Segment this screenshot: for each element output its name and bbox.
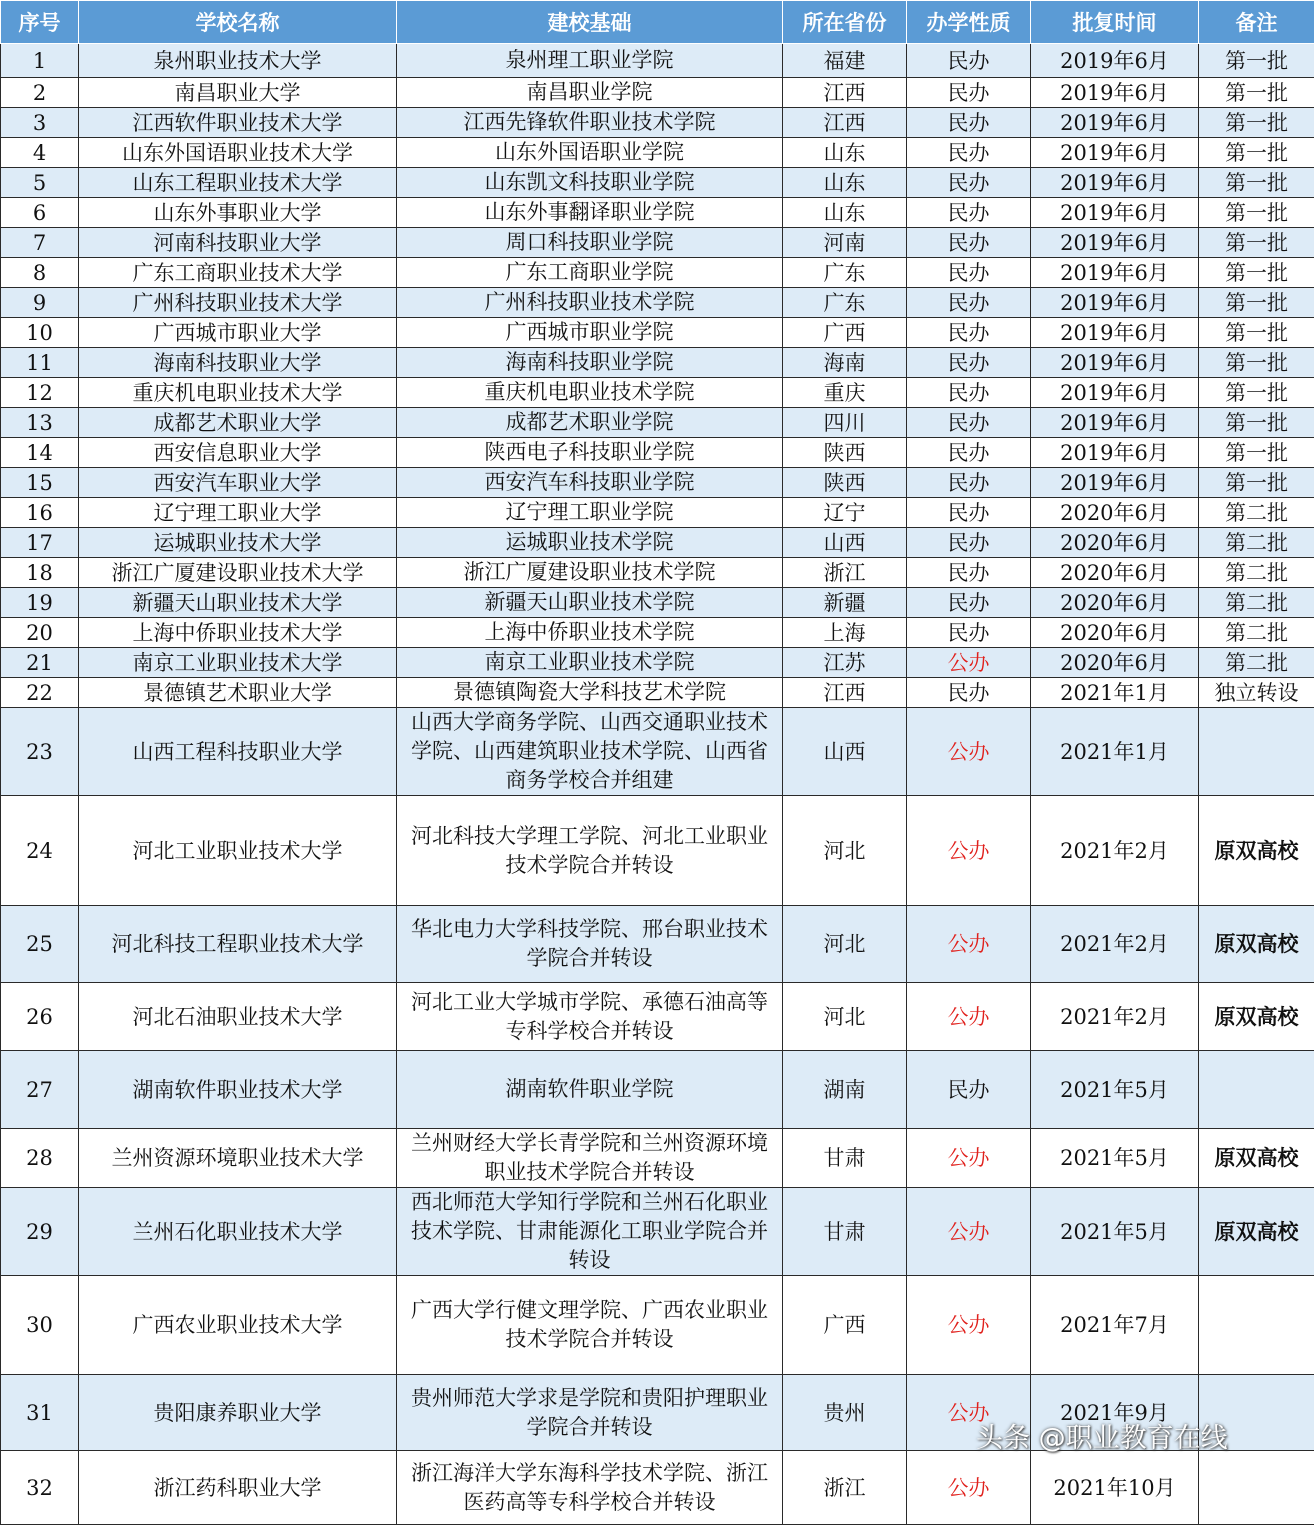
table-row (1, 528, 1314, 558)
cell-province: 四川 (783, 408, 907, 438)
table-row (1, 983, 1314, 1051)
table-row (1, 678, 1314, 708)
cell-no: 10 (1, 318, 79, 348)
cell-province: 甘肃 (783, 1129, 907, 1188)
watermark: 头条 @职业教育在线 (976, 1416, 1228, 1455)
cell-province: 江西 (783, 108, 907, 138)
cell-date: 2019年6月 (1031, 318, 1199, 348)
cell-no: 4 (1, 138, 79, 168)
cell-note: 原双高校 (1199, 983, 1314, 1051)
cell-province: 广西 (783, 318, 907, 348)
cell-date: 2020年6月 (1031, 618, 1199, 648)
table-row (1, 1451, 1314, 1525)
cell-nature: 公办 (907, 1188, 1031, 1276)
table-row (1, 198, 1314, 228)
cell-name: 山东外事职业大学 (79, 198, 397, 228)
cell-date: 2020年6月 (1031, 528, 1199, 558)
cell-province: 河北 (783, 983, 907, 1051)
header-note: 备注 (1199, 1, 1314, 44)
cell-province: 辽宁 (783, 498, 907, 528)
cell-date: 2019年6月 (1031, 468, 1199, 498)
table-row (1, 408, 1314, 438)
table-row (1, 498, 1314, 528)
cell-note: 第二批 (1199, 648, 1314, 678)
cell-base: 河北工业大学城市学院、承德石油高等专科学校合并转设 (397, 983, 783, 1051)
cell-province: 陕西 (783, 468, 907, 498)
cell-name: 重庆机电职业技术大学 (79, 378, 397, 408)
cell-date: 2021年9月 (1031, 1375, 1199, 1451)
cell-date: 2021年5月 (1031, 1188, 1199, 1276)
table-row (1, 1276, 1314, 1375)
table-row (1, 378, 1314, 408)
cell-date: 2019年6月 (1031, 258, 1199, 288)
cell-name: 山东工程职业技术大学 (79, 168, 397, 198)
cell-date: 2020年6月 (1031, 588, 1199, 618)
cell-nature: 公办 (907, 648, 1031, 678)
header-province: 所在省份 (783, 1, 907, 44)
cell-province: 上海 (783, 618, 907, 648)
cell-nature: 公办 (907, 983, 1031, 1051)
cell-date: 2020年6月 (1031, 558, 1199, 588)
cell-name: 南昌职业大学 (79, 78, 397, 108)
cell-nature: 公办 (907, 1129, 1031, 1188)
cell-name: 山东外国语职业技术大学 (79, 138, 397, 168)
cell-nature: 公办 (907, 1451, 1031, 1525)
cell-name: 广州科技职业技术大学 (79, 288, 397, 318)
cell-date: 2019年6月 (1031, 228, 1199, 258)
cell-name: 上海中侨职业技术大学 (79, 618, 397, 648)
cell-note: 第一批 (1199, 438, 1314, 468)
cell-note: 第二批 (1199, 498, 1314, 528)
cell-province: 江西 (783, 78, 907, 108)
table-row (1, 906, 1314, 983)
cell-no: 30 (1, 1276, 79, 1375)
cell-no: 3 (1, 108, 79, 138)
cell-note: 独立转设 (1199, 678, 1314, 708)
table-row (1, 1188, 1314, 1276)
table-row (1, 558, 1314, 588)
header-no: 序号 (1, 1, 79, 44)
cell-name: 江西软件职业技术大学 (79, 108, 397, 138)
table-row (1, 438, 1314, 468)
cell-no: 9 (1, 288, 79, 318)
cell-note: 第一批 (1199, 288, 1314, 318)
cell-name: 河北石油职业技术大学 (79, 983, 397, 1051)
cell-province: 甘肃 (783, 1188, 907, 1276)
cell-name: 兰州石化职业技术大学 (79, 1188, 397, 1276)
cell-province: 海南 (783, 348, 907, 378)
cell-note: 原双高校 (1199, 796, 1314, 906)
cell-date: 2019年6月 (1031, 408, 1199, 438)
cell-base: 广西大学行健文理学院、广西农业职业技术学院合并转设 (397, 1276, 783, 1375)
cell-name: 西安汽车职业大学 (79, 468, 397, 498)
cell-name: 运城职业技术大学 (79, 528, 397, 558)
cell-province: 山东 (783, 168, 907, 198)
table-row (1, 796, 1314, 906)
cell-base: 成都艺术职业学院 (397, 408, 783, 438)
table-row (1, 318, 1314, 348)
cell-note (1199, 1276, 1314, 1375)
cell-date: 2021年1月 (1031, 708, 1199, 796)
cell-province: 广东 (783, 258, 907, 288)
table-row (1, 708, 1314, 796)
table-row (1, 588, 1314, 618)
cell-nature: 民办 (907, 1051, 1031, 1129)
cell-nature: 公办 (907, 796, 1031, 906)
cell-name: 景德镇艺术职业大学 (79, 678, 397, 708)
cell-base: 西安汽车科技职业学院 (397, 468, 783, 498)
cell-base: 贵州师范大学求是学院和贵阳护理职业学院合并转设 (397, 1375, 783, 1451)
cell-date: 2019年6月 (1031, 198, 1199, 228)
cell-province: 河北 (783, 796, 907, 906)
cell-name: 河北工业职业技术大学 (79, 796, 397, 906)
cell-base: 南昌职业学院 (397, 78, 783, 108)
cell-note: 第一批 (1199, 348, 1314, 378)
cell-no: 22 (1, 678, 79, 708)
cell-base: 湖南软件职业学院 (397, 1051, 783, 1129)
cell-note: 第一批 (1199, 468, 1314, 498)
cell-name: 湖南软件职业技术大学 (79, 1051, 397, 1129)
cell-base: 山东外事翻译职业学院 (397, 198, 783, 228)
cell-date: 2019年6月 (1031, 108, 1199, 138)
cell-note: 第一批 (1199, 78, 1314, 108)
cell-province: 山东 (783, 198, 907, 228)
cell-base: 山东外国语职业学院 (397, 138, 783, 168)
cell-base: 辽宁理工职业学院 (397, 498, 783, 528)
cell-date: 2019年6月 (1031, 288, 1199, 318)
cell-nature: 民办 (907, 528, 1031, 558)
cell-note: 第一批 (1199, 228, 1314, 258)
cell-base: 周口科技职业学院 (397, 228, 783, 258)
cell-note: 第二批 (1199, 618, 1314, 648)
cell-nature: 民办 (907, 78, 1031, 108)
cell-province: 浙江 (783, 1451, 907, 1525)
cell-note: 第一批 (1199, 198, 1314, 228)
cell-name: 成都艺术职业大学 (79, 408, 397, 438)
cell-name: 南京工业职业技术大学 (79, 648, 397, 678)
cell-name: 河北科技工程职业技术大学 (79, 906, 397, 983)
cell-no: 7 (1, 228, 79, 258)
cell-date: 2021年5月 (1031, 1129, 1199, 1188)
table-row (1, 618, 1314, 648)
cell-no: 17 (1, 528, 79, 558)
cell-base: 兰州财经大学长青学院和兰州资源环境职业技术学院合并转设 (397, 1129, 783, 1188)
cell-name: 辽宁理工职业大学 (79, 498, 397, 528)
cell-date: 2021年7月 (1031, 1276, 1199, 1375)
cell-base: 海南科技职业学院 (397, 348, 783, 378)
cell-base: 南京工业职业技术学院 (397, 648, 783, 678)
cell-date: 2021年5月 (1031, 1051, 1199, 1129)
table-row (1, 1051, 1314, 1129)
cell-province: 山东 (783, 138, 907, 168)
cell-no: 12 (1, 378, 79, 408)
cell-note: 第一批 (1199, 108, 1314, 138)
cell-base: 广东工商职业学院 (397, 258, 783, 288)
cell-no: 19 (1, 588, 79, 618)
cell-nature: 民办 (907, 378, 1031, 408)
cell-nature: 民办 (907, 678, 1031, 708)
cell-date: 2019年6月 (1031, 378, 1199, 408)
header-nature: 办学性质 (907, 1, 1031, 44)
cell-base: 景德镇陶瓷大学科技艺术学院 (397, 678, 783, 708)
cell-nature: 民办 (907, 44, 1031, 78)
cell-note: 第一批 (1199, 138, 1314, 168)
header-name: 学校名称 (79, 1, 397, 44)
cell-no: 13 (1, 408, 79, 438)
cell-base: 浙江海洋大学东海科学技术学院、浙江医药高等专科学校合并转设 (397, 1451, 783, 1525)
cell-date: 2019年6月 (1031, 138, 1199, 168)
cell-nature: 民办 (907, 198, 1031, 228)
cell-date: 2021年2月 (1031, 796, 1199, 906)
cell-base: 山东凯文科技职业学院 (397, 168, 783, 198)
cell-no: 15 (1, 468, 79, 498)
cell-name: 西安信息职业大学 (79, 438, 397, 468)
table-row (1, 1129, 1314, 1188)
cell-date: 2021年1月 (1031, 678, 1199, 708)
cell-note: 第一批 (1199, 44, 1314, 78)
table-row (1, 468, 1314, 498)
cell-note: 第二批 (1199, 558, 1314, 588)
cell-date: 2019年6月 (1031, 438, 1199, 468)
cell-no: 18 (1, 558, 79, 588)
table-row (1, 228, 1314, 258)
cell-base: 西北师范大学知行学院和兰州石化职业技术学院、甘肃能源化工职业学院合并转设 (397, 1188, 783, 1276)
cell-no: 24 (1, 796, 79, 906)
cell-date: 2019年6月 (1031, 348, 1199, 378)
cell-base: 广州科技职业技术学院 (397, 288, 783, 318)
cell-province: 浙江 (783, 558, 907, 588)
cell-no: 11 (1, 348, 79, 378)
cell-province: 江西 (783, 678, 907, 708)
cell-note: 第一批 (1199, 258, 1314, 288)
cell-note: 原双高校 (1199, 1129, 1314, 1188)
cell-no: 26 (1, 983, 79, 1051)
cell-province: 河北 (783, 906, 907, 983)
cell-nature: 民办 (907, 258, 1031, 288)
cell-name: 泉州职业技术大学 (79, 44, 397, 78)
cell-date: 2019年6月 (1031, 168, 1199, 198)
cell-note: 第一批 (1199, 168, 1314, 198)
cell-base: 广西城市职业学院 (397, 318, 783, 348)
cell-name: 广东工商职业技术大学 (79, 258, 397, 288)
cell-no: 14 (1, 438, 79, 468)
table-body (1, 44, 1314, 1525)
cell-no: 6 (1, 198, 79, 228)
cell-base: 陕西电子科技职业学院 (397, 438, 783, 468)
cell-province: 广西 (783, 1276, 907, 1375)
cell-nature: 公办 (907, 1276, 1031, 1375)
cell-base: 浙江广厦建设职业技术学院 (397, 558, 783, 588)
cell-no: 2 (1, 78, 79, 108)
cell-nature: 民办 (907, 468, 1031, 498)
cell-province: 重庆 (783, 378, 907, 408)
cell-name: 新疆天山职业技术大学 (79, 588, 397, 618)
table-row (1, 78, 1314, 108)
cell-base: 江西先锋软件职业技术学院 (397, 108, 783, 138)
cell-note: 第一批 (1199, 318, 1314, 348)
cell-no: 25 (1, 906, 79, 983)
cell-date: 2020年6月 (1031, 498, 1199, 528)
table-row (1, 138, 1314, 168)
cell-date: 2021年10月 (1031, 1451, 1199, 1525)
cell-nature: 民办 (907, 558, 1031, 588)
cell-province: 山西 (783, 528, 907, 558)
cell-no: 27 (1, 1051, 79, 1129)
cell-base: 新疆天山职业技术学院 (397, 588, 783, 618)
cell-name: 浙江药科职业大学 (79, 1451, 397, 1525)
cell-no: 21 (1, 648, 79, 678)
table-row (1, 108, 1314, 138)
cell-province: 新疆 (783, 588, 907, 618)
cell-province: 山西 (783, 708, 907, 796)
cell-name: 河南科技职业大学 (79, 228, 397, 258)
table-row (1, 348, 1314, 378)
cell-note: 第一批 (1199, 378, 1314, 408)
cell-base: 运城职业技术学院 (397, 528, 783, 558)
cell-note (1199, 1051, 1314, 1129)
cell-no: 8 (1, 258, 79, 288)
cell-note (1199, 708, 1314, 796)
cell-base: 泉州理工职业学院 (397, 44, 783, 78)
table-row (1, 288, 1314, 318)
cell-nature: 民办 (907, 138, 1031, 168)
cell-province: 福建 (783, 44, 907, 78)
cell-no: 5 (1, 168, 79, 198)
cell-note: 第一批 (1199, 408, 1314, 438)
header-base: 建校基础 (397, 1, 783, 44)
cell-nature: 民办 (907, 318, 1031, 348)
cell-province: 陕西 (783, 438, 907, 468)
cell-province: 贵州 (783, 1375, 907, 1451)
cell-base: 山西大学商务学院、山西交通职业技术学院、山西建筑职业技术学院、山西省商务学校合并组建 (397, 708, 783, 796)
cell-note (1199, 1451, 1314, 1525)
cell-nature: 公办 (907, 906, 1031, 983)
cell-base: 河北科技大学理工学院、河北工业职业技术学院合并转设 (397, 796, 783, 906)
cell-name: 浙江广厦建设职业技术大学 (79, 558, 397, 588)
cell-nature: 民办 (907, 498, 1031, 528)
cell-province: 江苏 (783, 648, 907, 678)
cell-name: 海南科技职业大学 (79, 348, 397, 378)
cell-no: 29 (1, 1188, 79, 1276)
cell-date: 2020年6月 (1031, 648, 1199, 678)
cell-name: 兰州资源环境职业技术大学 (79, 1129, 397, 1188)
cell-name: 广西农业职业技术大学 (79, 1276, 397, 1375)
cell-note: 原双高校 (1199, 906, 1314, 983)
cell-note: 第二批 (1199, 588, 1314, 618)
cell-nature: 民办 (907, 438, 1031, 468)
cell-name: 广西城市职业大学 (79, 318, 397, 348)
cell-name: 贵阳康养职业大学 (79, 1375, 397, 1451)
cell-no: 32 (1, 1451, 79, 1525)
cell-note: 原双高校 (1199, 1188, 1314, 1276)
table-row (1, 44, 1314, 78)
cell-no: 16 (1, 498, 79, 528)
cell-date: 2021年2月 (1031, 983, 1199, 1051)
cell-nature: 民办 (907, 588, 1031, 618)
cell-nature: 民办 (907, 228, 1031, 258)
cell-nature: 民办 (907, 618, 1031, 648)
cell-name: 山西工程科技职业大学 (79, 708, 397, 796)
cell-nature: 民办 (907, 408, 1031, 438)
cell-no: 28 (1, 1129, 79, 1188)
cell-nature: 公办 (907, 708, 1031, 796)
table-row (1, 168, 1314, 198)
cell-note: 第二批 (1199, 528, 1314, 558)
header-date: 批复时间 (1031, 1, 1199, 44)
cell-base: 华北电力大学科技学院、邢台职业技术学院合并转设 (397, 906, 783, 983)
cell-date: 2021年2月 (1031, 906, 1199, 983)
cell-base: 重庆机电职业技术学院 (397, 378, 783, 408)
cell-province: 河南 (783, 228, 907, 258)
cell-no: 20 (1, 618, 79, 648)
cell-date: 2019年6月 (1031, 44, 1199, 78)
cell-base: 上海中侨职业技术学院 (397, 618, 783, 648)
cell-no: 1 (1, 44, 79, 78)
cell-province: 湖南 (783, 1051, 907, 1129)
cell-nature: 民办 (907, 168, 1031, 198)
cell-nature: 民办 (907, 108, 1031, 138)
cell-no: 31 (1, 1375, 79, 1451)
cell-nature: 民办 (907, 348, 1031, 378)
cell-province: 广东 (783, 288, 907, 318)
cell-date: 2019年6月 (1031, 78, 1199, 108)
table-row (1, 258, 1314, 288)
header-row (1, 1, 1314, 44)
table-row (1, 648, 1314, 678)
cell-nature: 民办 (907, 288, 1031, 318)
cell-no: 23 (1, 708, 79, 796)
cell-nature: 公办 (907, 1375, 1031, 1451)
